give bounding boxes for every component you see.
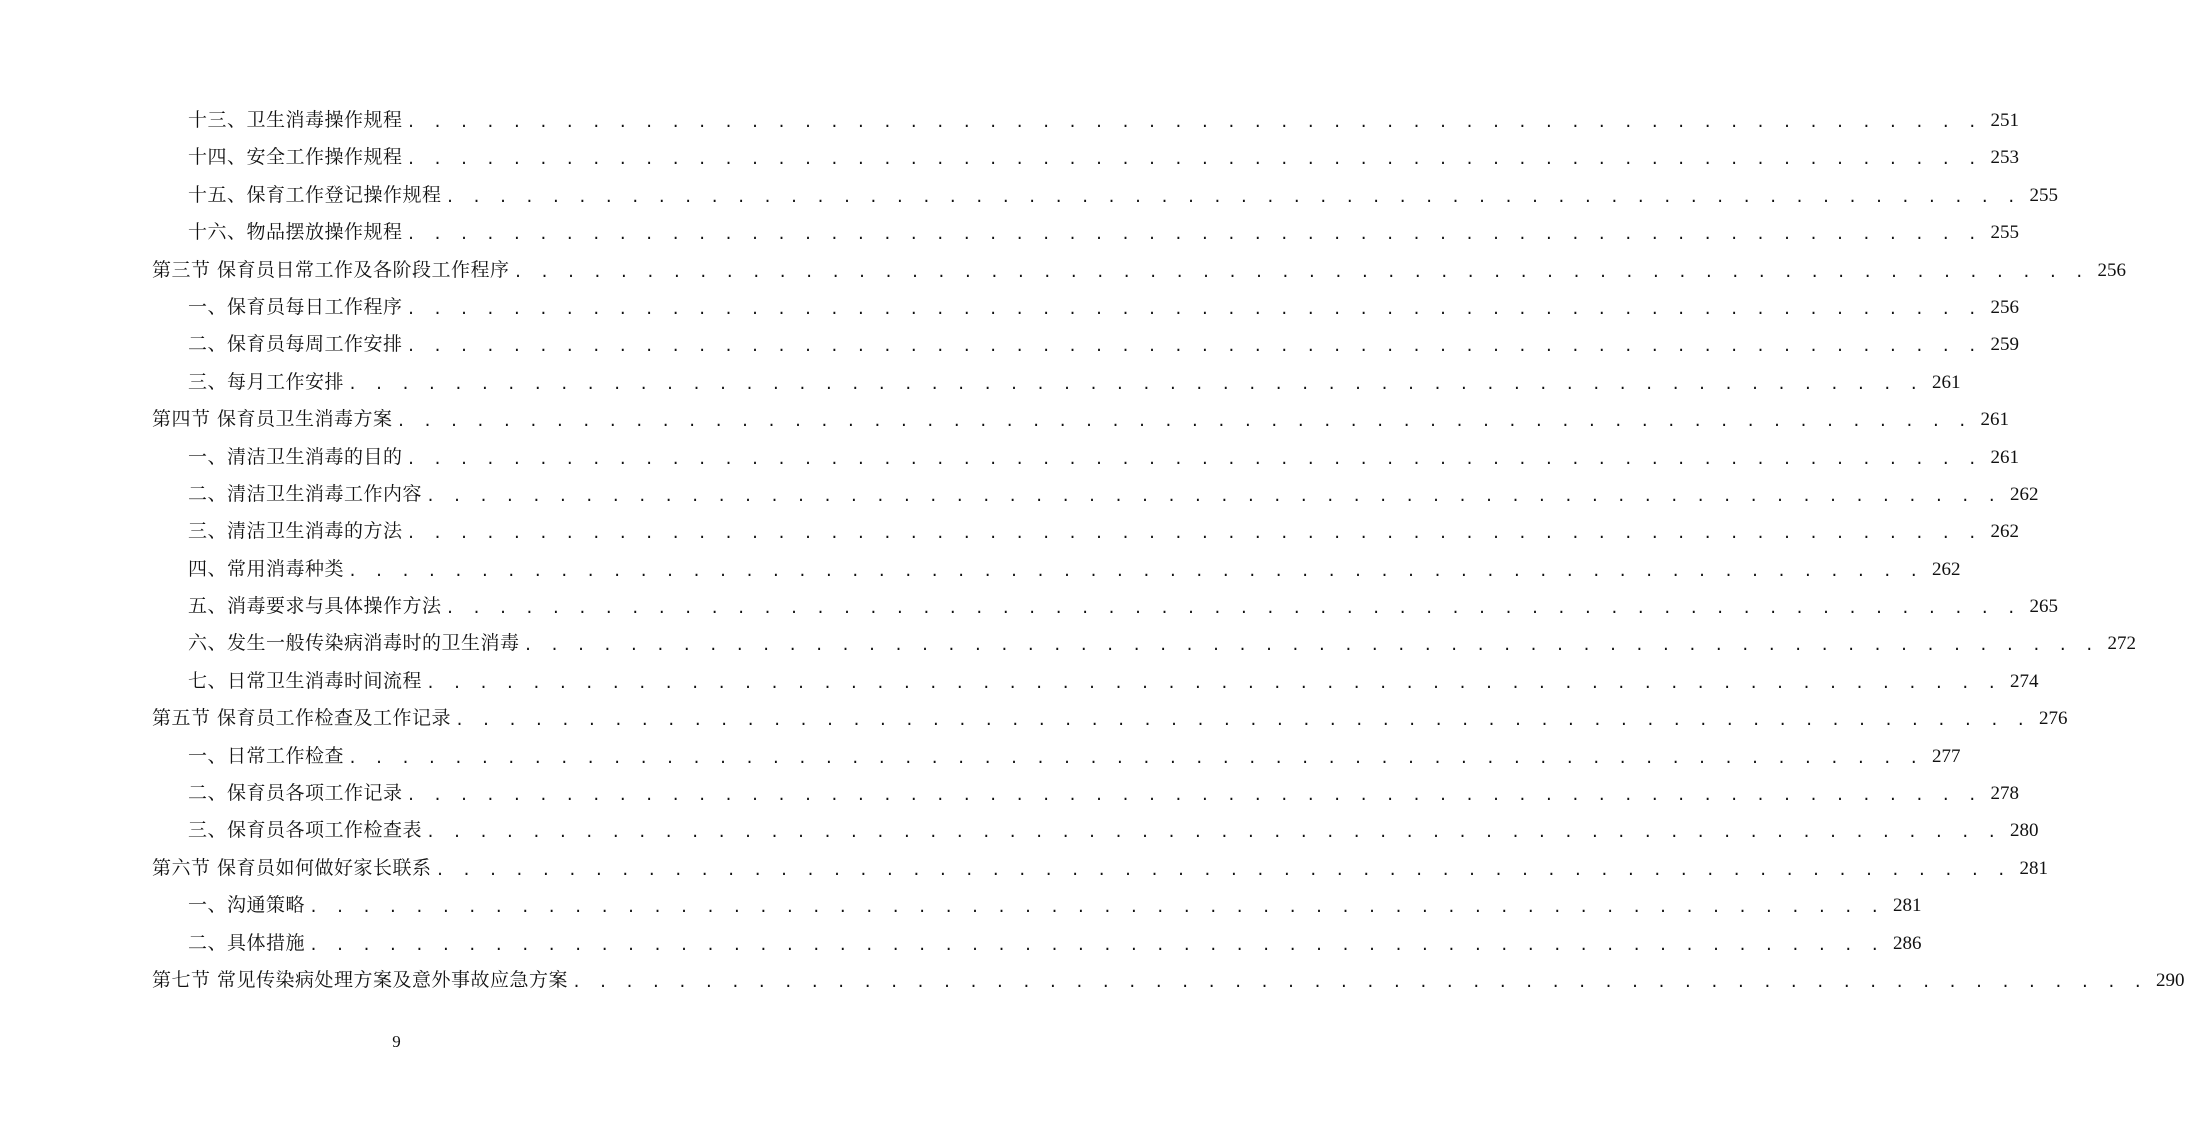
toc-entry-label: 十五、保育工作登记操作规程 xyxy=(188,183,442,206)
toc-entry-page: 259 xyxy=(1990,334,2019,356)
toc-entry-page: 280 xyxy=(2009,820,2039,842)
toc-subsection-entry[interactable] xyxy=(152,625,2136,662)
toc-entry-label: 十三、卫生消毒操作规程 xyxy=(188,109,403,131)
toc-subsection-entry[interactable] xyxy=(152,738,1961,775)
toc-subsection-entry[interactable] xyxy=(152,925,1922,962)
toc-dot-leader: . . . . . . . . . . . . . . . . . . . . . . . . . . . . . . . . . . . . . . . . . . . . . . . . . . . . . . . . . . . . xyxy=(406,786,1981,805)
toc-entry-label: 二、保育员每周工作安排 xyxy=(188,333,403,356)
toc-dot-leader: . . . . . . . . . . . . . . . . . . . . . . . . . . . . . . . . . . . . . . . . . . . . . . . . . . . . . . . . . . . . xyxy=(513,262,2089,281)
toc-entry-label: 二、保育员各项工作记录 xyxy=(188,782,403,805)
toc-entry-page: 278 xyxy=(1990,783,2019,805)
toc-entry-page: 261 xyxy=(1931,371,1961,393)
toc-entry-label: 七、日常卫生消毒时间流程 xyxy=(188,669,423,692)
toc-entry-page: 281 xyxy=(2019,857,2049,879)
toc-entry-label: 二、具体措施 xyxy=(188,931,306,954)
toc-subsection-entry[interactable] xyxy=(152,177,2058,214)
toc-dot-leader: . . . . . . . . . . . . . . . . . . . . . . . . . . . . . . . . . . . . . . . . . . . . . . . . . . . . . . . . . . . . xyxy=(348,374,1923,393)
toc-subsection-entry[interactable] xyxy=(152,887,1922,924)
page-number: 9 xyxy=(392,1032,401,1051)
toc-dot-leader: . . . . . . . . . . . . . . . . . . . . . . . . . . . . . . . . . . . . . . . . . . . . . . . . . . . . . . . . . . . . xyxy=(435,860,2011,879)
toc-entry-page: 261 xyxy=(1980,409,2010,431)
toc-entry-label: 三、每月工作安排 xyxy=(188,370,345,393)
toc-section-entry[interactable] xyxy=(152,850,2049,887)
toc-section-entry[interactable] xyxy=(152,401,2010,438)
toc-entry-page: 255 xyxy=(1990,222,2019,244)
toc-subsection-entry[interactable] xyxy=(152,364,1961,401)
toc-entry-label: 二、清洁卫生消毒工作内容 xyxy=(188,482,423,505)
toc-dot-leader: . . . . . . . . . . . . . . . . . . . . . . . . . . . . . . . . . . . . . . . . . . . . . . . . . . . . . . . . . . . . xyxy=(309,935,1884,954)
toc-entry-label: 三、清洁卫生消毒的方法 xyxy=(188,520,403,543)
toc-entry-label: 一、沟通策略 xyxy=(188,894,306,917)
toc-entry-label: 三、保育员各项工作检查表 xyxy=(188,819,423,842)
toc-entry-page: 251 xyxy=(1990,110,2019,131)
toc-subsection-entry[interactable] xyxy=(152,476,2039,513)
toc-entry-label: 一、日常工作检查 xyxy=(188,744,345,767)
toc-entry-page: 276 xyxy=(2039,708,2068,730)
toc-entry-label: 十六、物品摆放操作规程 xyxy=(188,221,403,244)
toc-dot-leader: . . . . . . . . . . . . . . . . . . . . . . . . . . . . . . . . . . . . . . . . . . . . . . . . . . . . . . . . . . . . xyxy=(426,673,2001,692)
toc-entry-label: 第五节 保育员工作检查及工作记录 xyxy=(152,707,452,730)
toc-entry-label: 一、保育员每日工作程序 xyxy=(188,295,403,318)
toc-subsection-entry[interactable] xyxy=(152,326,2019,363)
toc-entry-page: 261 xyxy=(1990,446,2019,468)
toc-dot-leader: . . . . . . . . . . . . . . . . . . . . . . . . . . . . . . . . . . . . . . . . . . . . . . . . . . . . . . . . . . . . xyxy=(406,225,1981,244)
toc-subsection-entry[interactable] xyxy=(152,139,2019,176)
toc-dot-leader: . . . . . . . . . . . . . . . . . . . . . . . . . . . . . . . . . . . . . . . . . . . . . . . . . . . . . . . . . . . . xyxy=(406,337,1981,356)
toc-entry-label: 一、清洁卫生消毒的目的 xyxy=(188,445,403,468)
toc-entry-page: 262 xyxy=(1990,521,2019,543)
toc-entry-page: 256 xyxy=(2097,259,2127,281)
toc-entry-label: 四、常用消毒种类 xyxy=(188,557,345,580)
toc-dot-leader: . . . . . . . . . . . . . . . . . . . . . . . . . . . . . . . . . . . . . . . . . . . . . . . . . . . . . . . . . . . . xyxy=(406,449,1981,468)
toc-section-entry[interactable] xyxy=(152,252,2127,289)
toc-entry-page: 262 xyxy=(1931,558,1961,580)
toc-entry-label: 第三节 保育员日常工作及各阶段工作程序 xyxy=(152,258,510,281)
toc-entry-label: 六、发生一般传染病消毒时的卫生消毒 xyxy=(188,632,520,655)
toc-entry-page: 265 xyxy=(2029,596,2058,618)
toc-subsection-entry[interactable] xyxy=(152,812,2039,849)
toc-dot-leader: . . . . . . . . . . . . . . . . . . . . . . . . . . . . . . . . . . . . . . . . . . . . . . . . . . . . . . . . . . . . xyxy=(406,299,1981,318)
table-of-contents xyxy=(152,102,2185,999)
toc-dot-leader: . . . . . . . . . . . . . . . . . . . . . . . . . . . . . . . . . . . . . . . . . . . . . . . . . . . . . . . . . . . . xyxy=(406,150,1981,169)
toc-dot-leader: . . . . . . . . . . . . . . . . . . . . . . . . . . . . . . . . . . . . . . . . . . . . . . . . . . . . . . . . . . . . xyxy=(396,412,1972,431)
toc-entry-page: 262 xyxy=(2009,483,2039,505)
toc-entry-page: 277 xyxy=(1931,745,1961,767)
toc-dot-leader: . . . . . . . . . . . . . . . . . . . . . . . . . . . . . . . . . . . . . . . . . . . . . . . . . . . . . . . . . . . . xyxy=(406,524,1981,543)
toc-dot-leader: . . . . . . . . . . . . . . . . . . . . . . . . . . . . . . . . . . . . . . . . . . . . . . . . . . . . . . . . . . . . xyxy=(426,486,2001,505)
toc-entry-page: 281 xyxy=(1892,895,1922,917)
toc-subsection-entry[interactable] xyxy=(152,102,2019,139)
toc-dot-leader: . . . . . . . . . . . . . . . . . . . . . . . . . . . . . . . . . . . . . . . . . . . . . . . . . . . . . . . . . . . . xyxy=(523,636,2098,655)
toc-subsection-entry[interactable] xyxy=(152,551,1961,588)
toc-section-entry[interactable] xyxy=(152,962,2185,999)
toc-dot-leader: . . . . . . . . . . . . . . . . . . . . . . . . . . . . . . . . . . . . . . . . . . . . . . . . . . . . . . . . . . . . xyxy=(426,823,2001,842)
toc-entry-label: 第六节 保育员如何做好家长联系 xyxy=(152,856,432,879)
toc-entry-label: 十四、安全工作操作规程 xyxy=(188,146,403,169)
toc-dot-leader: . . . . . . . . . . . . . . . . . . . . . . . . . . . . . . . . . . . . . . . . . . . . . . . . . . . . . . . . . . . . xyxy=(348,561,1923,580)
toc-section-entry[interactable] xyxy=(152,700,2068,737)
toc-entry-label: 第四节 保育员卫生消毒方案 xyxy=(152,408,393,431)
toc-dot-leader: . . . . . . . . . . . . . . . . . . . . . . . . . . . . . . . . . . . . . . . . . . . . . . . . . . . . . . . . . . . . xyxy=(309,898,1884,917)
toc-entry-page: 272 xyxy=(2107,633,2136,655)
toc-entry-page: 256 xyxy=(1990,296,2019,318)
toc-dot-leader: . . . . . . . . . . . . . . . . . . . . . . . . . . . . . . . . . . . . . . . . . . . . . . . . . . . . . . . . . . . . xyxy=(572,972,2147,991)
toc-dot-leader: . . . . . . . . . . . . . . . . . . . . . . . . . . . . . . . . . . . . . . . . . . . . . . . . . . . . . . . . . . . . xyxy=(406,113,1981,131)
toc-entry-page: 255 xyxy=(2029,184,2058,206)
toc-entry-page: 290 xyxy=(2156,969,2185,991)
toc-entry-page: 286 xyxy=(1892,932,1922,954)
toc-dot-leader: . . . . . . . . . . . . . . . . . . . . . . . . . . . . . . . . . . . . . . . . . . . . . . . . . . . . . . . . . . . . xyxy=(445,599,2020,618)
toc-subsection-entry[interactable] xyxy=(152,513,2019,550)
toc-dot-leader: . . . . . . . . . . . . . . . . . . . . . . . . . . . . . . . . . . . . . . . . . . . . . . . . . . . . . . . . . . . . xyxy=(455,711,2030,730)
toc-subsection-entry[interactable] xyxy=(152,439,2019,476)
toc-entry-label: 第七节 常见传染病处理方案及意外事故应急方案 xyxy=(152,968,569,991)
toc-subsection-entry[interactable] xyxy=(152,289,2019,326)
toc-dot-leader: . . . . . . . . . . . . . . . . . . . . . . . . . . . . . . . . . . . . . . . . . . . . . . . . . . . . . . . . . . . . xyxy=(445,187,2020,206)
toc-subsection-entry[interactable] xyxy=(152,775,2019,812)
toc-entry-page: 253 xyxy=(1990,147,2019,169)
toc-subsection-entry[interactable] xyxy=(152,214,2019,251)
toc-subsection-entry[interactable] xyxy=(152,663,2039,700)
toc-entry-page: 274 xyxy=(2009,670,2039,692)
toc-entry-label: 五、消毒要求与具体操作方法 xyxy=(188,595,442,618)
toc-subsection-entry[interactable] xyxy=(152,588,2058,625)
toc-dot-leader: . . . . . . . . . . . . . . . . . . . . . . . . . . . . . . . . . . . . . . . . . . . . . . . . . . . . . . . . . . . . xyxy=(348,748,1923,767)
